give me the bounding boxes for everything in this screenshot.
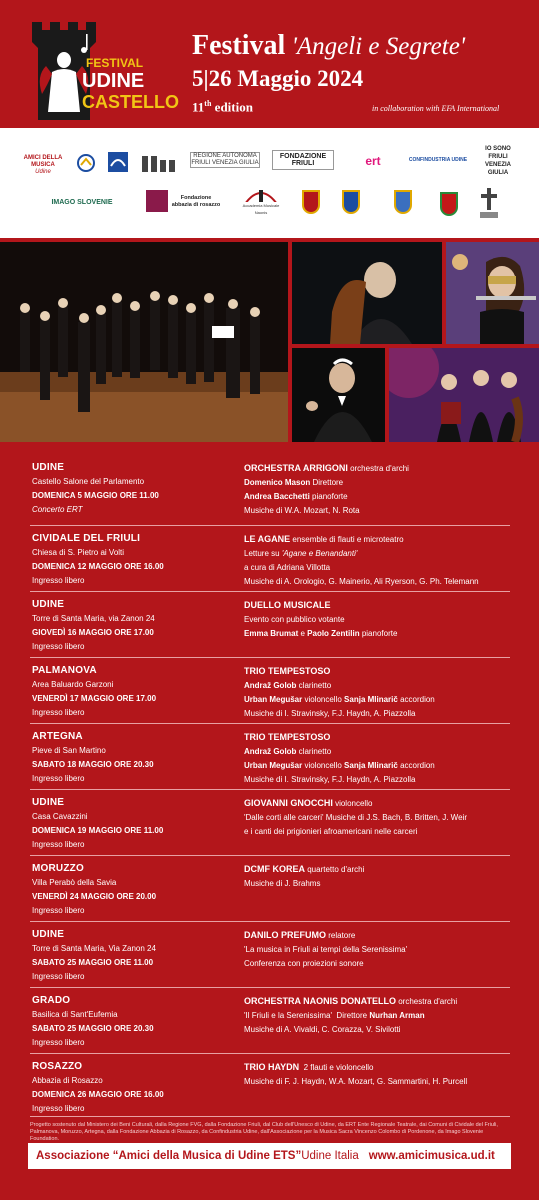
program-line — [244, 561, 514, 575]
logo-festival-word: FESTIVAL — [86, 56, 144, 70]
event-note: Ingresso libero — [32, 840, 85, 849]
event-details — [32, 994, 242, 1050]
event-date: VENERDÌ 24 MAGGIO ORE 20.00 — [32, 892, 157, 901]
event-date: GIOVEDÌ 16 MAGGIO ORE 17.00 — [32, 628, 154, 637]
program-line — [244, 598, 514, 613]
program-line — [244, 679, 514, 693]
event-date: DOMENICA 5 MAGGIO ORE 11.00 — [32, 491, 159, 500]
comune-crest-1-icon — [302, 190, 320, 214]
program-text: ensemble di flauti e microteatro — [290, 535, 404, 544]
event-row — [30, 988, 510, 1054]
event-program — [244, 1060, 514, 1089]
event-venue: Torre di Santa Maria, via Zanon 24 — [32, 614, 155, 623]
program-text: 'La musica in Friuli ai tempi della Serenissima' — [244, 945, 408, 954]
event-city: UDINE — [32, 599, 65, 610]
program-text: 'Dalle corti alle carceri' Musiche di J.S. Bach, B. Britten, J. Weir — [244, 813, 467, 822]
event-details — [32, 664, 242, 720]
program-text: quartetto d'archi — [305, 865, 365, 874]
performer-name: Urban Megušar — [244, 761, 303, 770]
ensemble-name: TRIO TEMPESTOSO — [244, 666, 331, 676]
event-note: Ingresso libero — [32, 972, 85, 981]
comune-crest-4-icon — [440, 192, 458, 216]
program-text: 'Il Friuli e la Serenissima' Direttore — [244, 1011, 370, 1020]
amici-musica-logo — [22, 150, 64, 180]
edition-word: edition — [214, 99, 253, 115]
program-line — [244, 664, 514, 679]
program-line — [244, 575, 514, 589]
regione-fvg-logo: REGIONE AUTONOMA FRIULI VENEZIA GIULIA — [191, 153, 259, 166]
program-line — [244, 1023, 514, 1037]
program-line — [244, 1075, 514, 1089]
program-text: pianoforte — [309, 492, 348, 501]
event-city: ROSAZZO — [32, 1061, 83, 1072]
event-city: PALMANOVA — [32, 665, 97, 676]
event-program — [244, 994, 514, 1037]
event-note: Ingresso libero — [32, 906, 85, 915]
header — [0, 0, 539, 128]
program-line — [244, 773, 514, 787]
program-text: pianoforte — [359, 629, 398, 638]
program-line — [244, 1009, 514, 1023]
program-line — [244, 476, 514, 490]
program-line — [244, 928, 514, 943]
program-line — [244, 730, 514, 745]
program-text: Musiche di F. J. Haydn, W.A. Mozart, G. Sammartini, H. Purcell — [244, 1077, 468, 1086]
performer-name: Emma Brumat — [244, 629, 299, 638]
event-note: Ingresso libero — [32, 576, 85, 585]
event-program — [244, 461, 514, 518]
event-city: GRADO — [32, 995, 71, 1006]
event-details — [32, 532, 242, 588]
program-text: Evento con pubblico votante — [244, 615, 345, 624]
program-text: Musiche di A. Orologio, G. Mainerio, Ali Ryerson, G. Ph. Telemann — [244, 577, 479, 586]
event-note: Concerto ERT — [32, 505, 83, 514]
logo-castello-word: CASTELLO — [82, 92, 179, 112]
event-row — [30, 1054, 510, 1117]
event-details — [32, 796, 242, 852]
fondazione-abbazia-logo: Fondazione abbazia di rosazzo — [171, 195, 221, 208]
conductor-photo — [292, 348, 385, 442]
event-city: MORUZZO — [32, 863, 84, 874]
program-text: orchestra d'archi — [347, 464, 409, 473]
ensemble-name: LE AGANE — [244, 534, 291, 544]
program-line — [244, 490, 514, 504]
ensemble-name: GIOVANNI GNOCCHI — [244, 798, 333, 808]
event-date: VENERDÌ 17 MAGGIO ORE 17.00 — [32, 694, 157, 703]
program-text: Letture su — [244, 549, 282, 558]
performer-name: Urban Megušar — [244, 695, 303, 704]
event-date: SABATO 25 MAGGIO ORE 20.30 — [32, 1024, 154, 1033]
program-line — [244, 504, 514, 518]
event-details — [32, 1060, 242, 1116]
abbazia-emblem-icon — [146, 190, 168, 212]
io-sono-fvg-logo: IO SONO FRIULI VENEZIA GIULIA — [484, 146, 511, 176]
orchestra-photo — [0, 242, 288, 442]
event-row — [30, 455, 510, 526]
program-line — [244, 957, 514, 971]
event-city: CIVIDALE DEL FRIULI — [32, 533, 141, 544]
program-text: clarinetto — [296, 747, 332, 756]
event-details — [32, 598, 242, 654]
amici-logo-city: Udine — [35, 168, 51, 175]
event-city: UDINE — [32, 929, 65, 940]
comune-crest-2-icon — [342, 190, 360, 214]
performer-name: Andraž Golob — [244, 681, 297, 690]
event-row — [30, 592, 510, 658]
program-line — [244, 532, 514, 547]
event-details — [32, 862, 242, 918]
comune-crest-3-icon — [394, 190, 412, 214]
festival-dates: 5|26 Maggio 2024 — [192, 66, 364, 91]
edition-number: 11 — [192, 99, 205, 115]
program-text: Conferenza con proiezioni sonore — [244, 959, 364, 968]
accademia-naonis-logo — [238, 188, 284, 216]
imago-slovenie-logo: IMAGO SLOVENIE — [51, 198, 113, 206]
program-text: Musiche di W.A. Mozart, N. Rota — [244, 506, 360, 515]
event-date: DOMENICA 19 MAGGIO ORE 11.00 — [32, 826, 164, 835]
program-line — [244, 862, 514, 877]
trio-photo — [389, 348, 539, 442]
event-venue: Castello Salone del Parlamento — [32, 477, 145, 486]
event-venue: Pieve di San Martino — [32, 746, 106, 755]
event-note: Ingresso libero — [32, 708, 85, 717]
event-program — [244, 730, 514, 787]
title-main: Festival — [192, 30, 286, 61]
program-text: Direttore — [310, 478, 344, 487]
program-line — [244, 613, 514, 627]
event-details — [32, 730, 242, 786]
event-note: Ingresso libero — [32, 1104, 85, 1113]
performer-name: Domenico Mason — [244, 478, 311, 487]
logo-udine-word: UDINE — [82, 70, 145, 92]
program-text: Musiche di I. Stravinsky, F.J. Haydn, A. Piazzolla — [244, 709, 416, 718]
program-line — [244, 1060, 514, 1075]
program-text: e i canti dei prigionieri afroamericani nelle carceri — [244, 827, 418, 836]
amici-logo-text: AMICI DELLA MUSICA — [23, 154, 63, 168]
edition-suffix: th — [204, 99, 212, 108]
ensemble-name: DUELLO MUSICALE — [244, 600, 331, 610]
program-text: accordion — [397, 761, 435, 770]
event-note: Ingresso libero — [32, 1038, 85, 1047]
cellist-photo — [292, 242, 442, 344]
event-row — [30, 856, 510, 922]
event-row — [30, 526, 510, 592]
performer-name: Sanja Mlinarič — [344, 695, 398, 704]
collaboration-note: in collaboration with EFA International — [372, 104, 500, 113]
program-line — [244, 825, 514, 839]
program-line — [244, 693, 514, 707]
ensemble-name: ORCHESTRA NAONIS DONATELLO — [244, 996, 396, 1006]
event-date: DOMENICA 26 MAGGIO ORE 16.00 — [32, 1090, 164, 1099]
accademia-logo-text: Accademia Musicale Naonis — [242, 203, 280, 215]
program-line — [244, 745, 514, 759]
performer-name: Nurhan Arman — [369, 1011, 425, 1020]
program-text: accordion — [397, 695, 435, 704]
event-row — [30, 724, 510, 790]
event-city: UDINE — [32, 462, 65, 473]
performer-name: Sanja Mlinarič — [344, 761, 398, 770]
association-footer — [28, 1143, 511, 1169]
program-text: relatore — [326, 931, 356, 940]
performer-name: Paolo Zentilin — [307, 629, 360, 638]
event-venue: Abbazia di Rosazzo — [32, 1076, 103, 1085]
title-subtitle: 'Angeli e Segrete' — [291, 33, 466, 60]
ensemble-name: DCMF KOREA — [244, 864, 305, 874]
event-city: UDINE — [32, 797, 65, 808]
event-program — [244, 862, 514, 891]
ert-logo: ert — [365, 153, 381, 168]
unesco-club-logo — [76, 153, 96, 175]
association-name: Associazione “Amici della Musica di Udine ETS” — [36, 1150, 302, 1162]
ensemble-name: DANILO PREFUMO — [244, 930, 326, 940]
program-text: clarinetto — [296, 681, 332, 690]
ensemble-name: ORCHESTRA ARRIGONI — [244, 463, 348, 473]
program-text: violoncello — [302, 695, 345, 704]
event-row — [30, 790, 510, 856]
fondazione-friuli-logo: FONDAZIONE FRIULI — [272, 150, 334, 170]
event-venue: Basilica di Sant'Eufemia — [32, 1010, 118, 1019]
event-venue: Villa Perabò della Savia — [32, 878, 117, 887]
event-program — [244, 664, 514, 721]
event-program — [244, 928, 514, 971]
event-date: DOMENICA 12 MAGGIO ORE 16.00 — [32, 562, 164, 571]
event-program — [244, 532, 514, 589]
sponsor-footnote: Progetto sostenuto dal Ministero dei Beni Culturali, dalla Regione FVG, dalla Fondazione Friuli, dal Club dell'Unesco di Udine, da ERT Ente Regionale Teatrale, dai Comuni di Cividale del Friuli, Palmanova, Moruzzo, Artegna, dalla Fondazione Abbazia di Rosazzo, da Confindustria Udine, dall'Associazione per la Musica Sacra Vincenzo Colombo di Pordenone, da Imago Slovenie Foundation. — [30, 1122, 498, 1142]
event-details — [32, 928, 242, 984]
edition-label — [192, 99, 253, 115]
program-line — [244, 877, 514, 891]
program-line — [244, 461, 514, 476]
confindustria-logo: CONFINDUSTRIA UDINE — [408, 156, 468, 163]
event-venue: Chiesa di S. Pietro ai Volti — [32, 548, 125, 557]
program-text: violoncello — [302, 761, 345, 770]
blue-square-logo — [108, 152, 128, 172]
ensemble-name: TRIO HAYDN — [244, 1062, 300, 1072]
program-text: orchestra d'archi — [396, 997, 458, 1006]
program-text: 'Agane e Benandanti' — [281, 549, 358, 558]
program-line — [244, 943, 514, 957]
festival-logo — [22, 22, 179, 120]
program-text: 2 flauti e violoncello — [299, 1063, 374, 1072]
event-row — [30, 922, 510, 988]
association-place: Udine Italia — [301, 1150, 359, 1162]
ensemble-name: TRIO TEMPESTOSO — [244, 732, 331, 742]
performer-name: Andraž Golob — [244, 747, 297, 756]
event-note: Ingresso libero — [32, 642, 85, 651]
ministry-logo — [140, 152, 178, 176]
program-list — [30, 455, 510, 1117]
event-program — [244, 796, 514, 839]
event-row — [30, 658, 510, 724]
program-text: Musiche di J. Brahms — [244, 879, 321, 888]
program-text: a cura di Adriana Villotta — [244, 563, 331, 572]
program-line — [244, 627, 514, 641]
program-text: e — [298, 629, 308, 638]
program-text: Musiche di I. Stravinsky, F.J. Haydn, A. Piazzolla — [244, 775, 416, 784]
program-text: violoncello — [332, 799, 373, 808]
program-line — [244, 759, 514, 773]
program-line — [244, 796, 514, 811]
program-line — [244, 994, 514, 1009]
event-date: SABATO 25 MAGGIO ORE 11.00 — [32, 958, 154, 967]
program-text: Musiche di A. Vivaldi, C. Corazza, V. Sivilotti — [244, 1025, 401, 1034]
event-city: ARTEGNA — [32, 731, 83, 742]
event-program — [244, 598, 514, 641]
program-line — [244, 811, 514, 825]
program-line — [244, 547, 514, 561]
program-line — [244, 707, 514, 721]
event-venue: Area Baluardo Garzoni — [32, 680, 114, 689]
event-details — [32, 461, 242, 517]
flutist-photo — [446, 242, 539, 344]
sponsor-band — [0, 128, 539, 238]
event-venue: Casa Cavazzini — [32, 812, 88, 821]
website-link[interactable]: www.amicimusica.ud.it — [368, 1150, 495, 1162]
event-venue: Torre di Santa Maria, Via Zanon 24 — [32, 944, 156, 953]
event-note: Ingresso libero — [32, 774, 85, 783]
event-date: SABATO 18 MAGGIO ORE 20.30 — [32, 760, 154, 769]
musica-sacra-logo — [478, 186, 500, 220]
performer-name: Andrea Bacchetti — [244, 492, 310, 501]
festival-title — [192, 30, 465, 62]
